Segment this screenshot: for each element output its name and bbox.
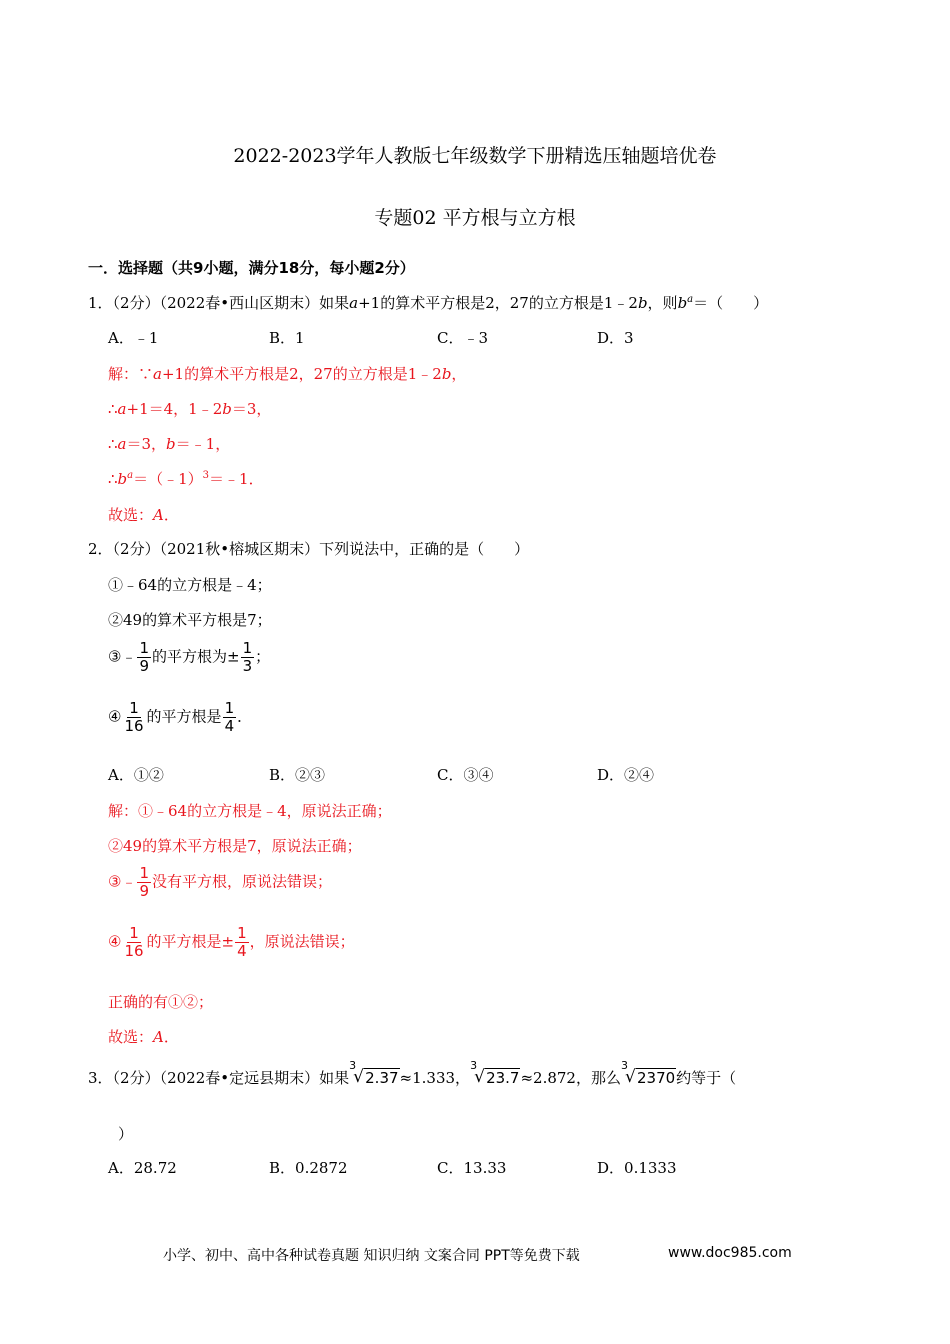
question-1-solution-line-4: $\therefore b^a=(﹣1)^3=﹣1$． bbox=[108, 470, 264, 488]
question-2-solution-line-4: ④ $\frac{1}{16}$ 的平方根是± $\frac{1}{4}$ ，原说法错误； bbox=[108, 924, 355, 960]
question-3-option-d[interactable]: D．0.1333 bbox=[597, 1159, 677, 1177]
question-2-solution-line-5: 正确的有①②； bbox=[108, 993, 214, 1011]
cube-root: 3 √ 2.37 bbox=[349, 1059, 399, 1087]
question-score: （2分） bbox=[112, 1069, 160, 1087]
question-2-option-b[interactable]: B．②③ bbox=[269, 766, 326, 784]
fraction: $\frac{1}{4}$ bbox=[224, 699, 235, 735]
question-2-answer: 故选：A． bbox=[108, 1028, 179, 1046]
question-source: （2021秋•榕城区期末） bbox=[159, 540, 320, 558]
section-heading: 一．选择题（共9小题，满分18分，每小题2分） bbox=[88, 259, 415, 277]
footer-text: 小学、初中、高中各种试卷真题 知识归纳 文案合同 PPT等免费下载 bbox=[163, 1248, 580, 1264]
footer-website-link[interactable]: www.doc985.com bbox=[668, 1245, 792, 1261]
question-number: 2． bbox=[88, 540, 113, 558]
question-1-solution-line-3: ∴a＝3，b＝﹣1， bbox=[108, 435, 231, 453]
question-2-stem: 2．（2分）（2021秋•榕城区期末）下列说法中，正确的是（ ） bbox=[88, 540, 530, 558]
question-2-statement-4: ④ $\frac{1}{16}$ 的平方根是 $\frac{1}{4}$ ． bbox=[108, 699, 253, 735]
question-1-option-a[interactable]: A．﹣1 bbox=[108, 329, 159, 347]
question-1-option-b[interactable]: B．1 bbox=[269, 329, 305, 347]
question-number: 1． bbox=[88, 294, 113, 312]
question-1-solution-line-1: 解：∵a+1的算术平方根是2，27的立方根是1﹣2b， bbox=[108, 365, 467, 383]
question-score: （2分） bbox=[112, 540, 160, 558]
question-3-option-b[interactable]: B．0.2872 bbox=[269, 1159, 348, 1177]
fraction: $\frac{1}{16}$ bbox=[124, 699, 144, 735]
question-1-solution-line-2: ∴a+1＝4，1﹣2b＝3， bbox=[108, 400, 272, 418]
document-subtitle: 专题02 平方根与立方根 bbox=[374, 207, 576, 229]
question-source: （2022春•西山区期末） bbox=[159, 294, 320, 312]
fraction: $\frac{1}{9}$ bbox=[139, 639, 150, 675]
question-1-option-d[interactable]: D．3 bbox=[597, 329, 634, 347]
question-2-option-a[interactable]: A．①② bbox=[108, 766, 164, 784]
fraction: $\frac{1}{9}$ bbox=[139, 864, 149, 900]
fraction: $\frac{1}{4}$ bbox=[237, 924, 247, 960]
question-1-stem: 1．（2分）（2022春•西山区期末）如果a+1的算术平方根是2，27的立方根是1﹣2b，则$b^a=$（ ） bbox=[88, 294, 769, 312]
fraction: $\frac{1}{16}$ bbox=[124, 924, 144, 960]
cube-root: 3 √ 23.7 bbox=[470, 1059, 520, 1087]
question-3-option-a[interactable]: A．28.72 bbox=[108, 1159, 177, 1177]
document-title: 2022-2023学年人教版七年级数学下册精选压轴题培优卷 bbox=[233, 145, 717, 167]
cube-root: 3 √ 2370 bbox=[620, 1059, 676, 1087]
question-source: （2022春•定远县期末） bbox=[159, 1069, 320, 1087]
question-3-stem-close: ） bbox=[118, 1125, 134, 1143]
question-1-answer: 故选：A． bbox=[108, 506, 179, 524]
question-2-solution-line-1: 解：①﹣64的立方根是﹣4，原说法正确； bbox=[108, 802, 392, 820]
question-2-solution-line-3: ③﹣ $\frac{1}{9}$ 没有平方根，原说法错误； bbox=[108, 864, 333, 900]
question-score: （2分） bbox=[112, 294, 160, 312]
question-2-statement-3: ③﹣ $\frac{1}{9}$ 的平方根为± $\frac{1}{3}$ ； bbox=[108, 639, 271, 675]
question-2-option-d[interactable]: D．②④ bbox=[597, 766, 655, 784]
question-2-statement-1: ①﹣64的立方根是﹣4； bbox=[108, 576, 272, 594]
question-number: 3． bbox=[88, 1069, 113, 1087]
fraction: $\frac{1}{3}$ bbox=[242, 639, 253, 675]
question-2-solution-line-2: ②49的算术平方根是7，原说法正确； bbox=[108, 837, 362, 855]
question-2-option-c[interactable]: C．③④ bbox=[437, 766, 494, 784]
question-1-option-c[interactable]: C．﹣3 bbox=[437, 329, 489, 347]
question-3-option-c[interactable]: C．13.33 bbox=[437, 1159, 507, 1177]
question-2-statement-2: ②49的算术平方根是7； bbox=[108, 611, 272, 629]
question-3-stem: 3．（2分）（2022春•定远县期末）如果 3 √ 2.37≈1.333， 3 √ 23.7≈2.872，那么 3 √ 2370约等于（ bbox=[88, 1059, 737, 1087]
